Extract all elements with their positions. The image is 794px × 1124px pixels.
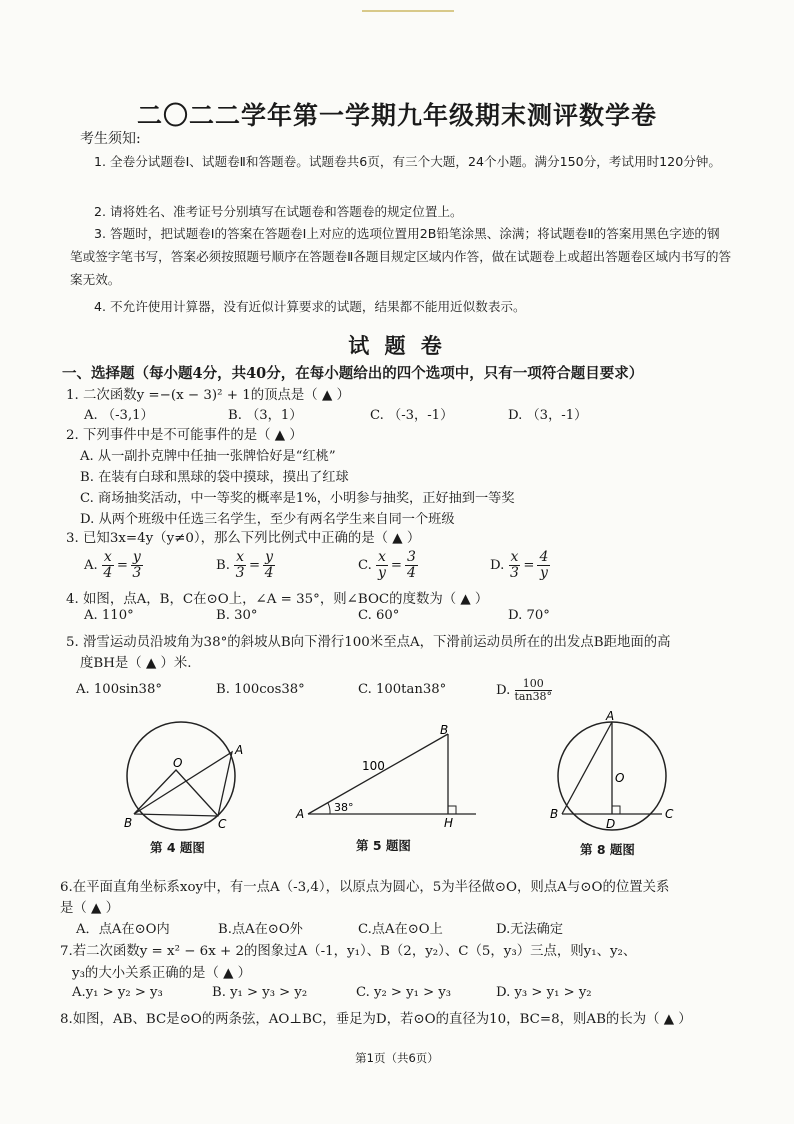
label-o: O <box>615 771 625 785</box>
q3-option-c: C. $\frac{x}{y}$ = $\frac{3}{4}$ <box>358 549 416 581</box>
q1-option-c: C. （-3，-1） <box>370 408 454 423</box>
label-b: B <box>550 807 559 821</box>
question-5-line2: 度BH是（ ▲ ）米. <box>80 656 192 671</box>
q4-option-d: D. 70° <box>508 608 550 623</box>
q4-option-b: B. 30° <box>216 608 258 623</box>
label-100: 100 <box>362 759 385 773</box>
q6-option-b: B.点A在⊙O外 <box>218 922 303 937</box>
chord-ab <box>562 722 612 814</box>
section-title: 试 题 卷 <box>348 333 446 358</box>
label-c: C <box>665 807 674 821</box>
q3-option-d: D. $\frac{x}{3}$ = $\frac{4}{y}$ <box>490 549 549 581</box>
exam-title: 二〇二二学年第一学期九年级期末测评数学卷 <box>136 101 657 130</box>
question-2: 2. 下列事件中是不可能事件的是（ ▲ ） <box>66 428 303 443</box>
angle-arc <box>328 803 330 814</box>
q4-option-c: C. 60° <box>358 608 400 623</box>
question-6-line1: 6.在平面直角坐标系xoy中，有一点A（-3,4），以原点为圆心，5为半径做⊙O，则点A与⊙O的位置关系 <box>60 880 670 895</box>
q2-option-a: A. 从一副扑克牌中任抽一张牌恰好是“红桃” <box>80 449 336 464</box>
q6-option-c: C.点A在⊙O上 <box>358 922 443 937</box>
notice-item-2: 2. 请将姓名、准考证号分别填写在试题卷和答题卷的规定位置上。 <box>94 204 463 219</box>
q2-option-b: B. 在装有白球和黑球的袋中摸球，摸出了红球 <box>80 470 349 485</box>
question-4: 4. 如图，点A，B，C在⊙O上，∠A = 35°，则∠BOC的度数为（ ▲ ） <box>66 592 489 607</box>
label-38-degrees: 38° <box>334 801 354 814</box>
q7-option-d: D. y₃ > y₁ > y₂ <box>496 985 592 1000</box>
q7-option-c: C. y₂ > y₁ > y₃ <box>356 985 452 1000</box>
label-b: B <box>124 816 133 830</box>
figure-8 <box>544 706 684 838</box>
q5-option-b: B. 100cos38° <box>216 682 305 697</box>
q2-option-d: D. 从两个班级中任选三名学生，至少有两名学生来自同一个班级 <box>80 512 455 527</box>
notice-heading: 考生须知: <box>80 131 141 147</box>
question-3: 3. 已知3x=4y（y≠0），那么下列比例式中正确的是（ ▲ ） <box>66 531 421 546</box>
page-footer: 第1页（共6页） <box>355 1051 439 1065</box>
figure-4 <box>112 712 252 836</box>
figure-4-caption: 第 4 题图 <box>150 840 205 855</box>
notice-item-1: 1. 全卷分试题卷Ⅰ、试题卷Ⅱ和答题卷。试题卷共6页，有三个大题，24个小题。满分150分，考试用时120分钟。 <box>94 154 721 169</box>
q1-option-a: A. （-3,1） <box>84 408 154 423</box>
q1-option-b: B. （3，1） <box>228 408 303 423</box>
top-decorative-line <box>362 10 454 12</box>
q3-option-a: A. $\frac{x}{4}$ = $\frac{y}{3}$ <box>84 549 142 581</box>
q7-option-a: A.y₁ > y₂ > y₃ <box>72 985 163 1000</box>
part1-heading: 一、选择题（每小题4分，共40分，在每小题给出的四个选项中，只有一项符合题目要求） <box>62 365 644 382</box>
label-a: A <box>606 709 615 723</box>
label-b: B <box>440 723 449 737</box>
triangle-abc <box>134 752 232 816</box>
label-c: C <box>218 817 227 831</box>
figure-5 <box>290 720 480 830</box>
question-5-line1: 5. 滑雪运动员沿坡角为38°的斜坡从B向下滑行100米至点A，下滑前运动员所在的出发点B距地面的高 <box>66 635 671 650</box>
question-7-line2: y₃的大小关系正确的是（ ▲ ） <box>72 966 252 981</box>
slope-line <box>308 734 448 814</box>
figure-8-caption: 第 8 题图 <box>580 842 635 857</box>
right-angle-mark <box>448 806 456 814</box>
q5-option-a: A. 100sin38° <box>76 682 162 697</box>
label-h: H <box>444 816 454 830</box>
question-6-line2: 是（ ▲ ） <box>60 901 119 916</box>
question-7-line1: 7.若二次函数y = x² − 6x + 2的图象过A（-1，y₁）、B（2，y₂）、C（5，y₃）三点，则y₁、y₂、 <box>60 944 637 959</box>
q2-option-c: C. 商场抽奖活动，中一等奖的概率是1%，小明参与抽奖，正好抽到一等奖 <box>80 491 515 506</box>
q6-option-a: A．点A在⊙O内 <box>76 922 170 937</box>
q3-option-b: B. $\frac{x}{3}$ = $\frac{y}{4}$ <box>216 549 274 581</box>
q5-option-d: D. $\frac{100}{\tan 38^\circ}$ <box>496 677 553 703</box>
q1-option-d: D. （3，-1） <box>508 408 588 423</box>
label-a: A <box>296 807 305 821</box>
label-o: O <box>173 756 183 770</box>
label-a: A <box>235 743 244 757</box>
question-1: 1. 二次函数y =−(x − 3)² + 1的顶点是（ ▲ ） <box>66 388 350 403</box>
q7-option-b: B. y₁ > y₃ > y₂ <box>212 985 308 1000</box>
question-8: 8.如图，AB、BC是⊙O的两条弦，AO⊥BC，垂足为D，若⊙O的直径为10，BC=8，则AB的长为（ ▲ ） <box>60 1012 692 1027</box>
angle-boc <box>134 770 218 816</box>
q4-option-a: A. 110° <box>84 608 134 623</box>
notice-item-4: 4. 不允许使用计算器，没有近似计算要求的试题，结果都不能用近似数表示。 <box>94 299 526 314</box>
figure-5-caption: 第 5 题图 <box>356 838 411 853</box>
right-angle-mark <box>612 806 620 814</box>
q5-option-c: C. 100tan38° <box>358 682 447 697</box>
notice-item-3: 3. 答题时，把试题卷Ⅰ的答案在答题卷Ⅰ上对应的选项位置用2B铅笔涂黑、涂满；将试题卷Ⅱ的答案用黑色字迹的钢笔或签字笔书写，答案必须按照题号顺序在答题卷Ⅱ各题目规定区域内作答，做在试题卷上或超出答题卷区域内书写的答案无效。 <box>70 226 732 287</box>
q6-option-d: D.无法确定 <box>496 922 564 937</box>
label-d: D <box>606 817 616 831</box>
